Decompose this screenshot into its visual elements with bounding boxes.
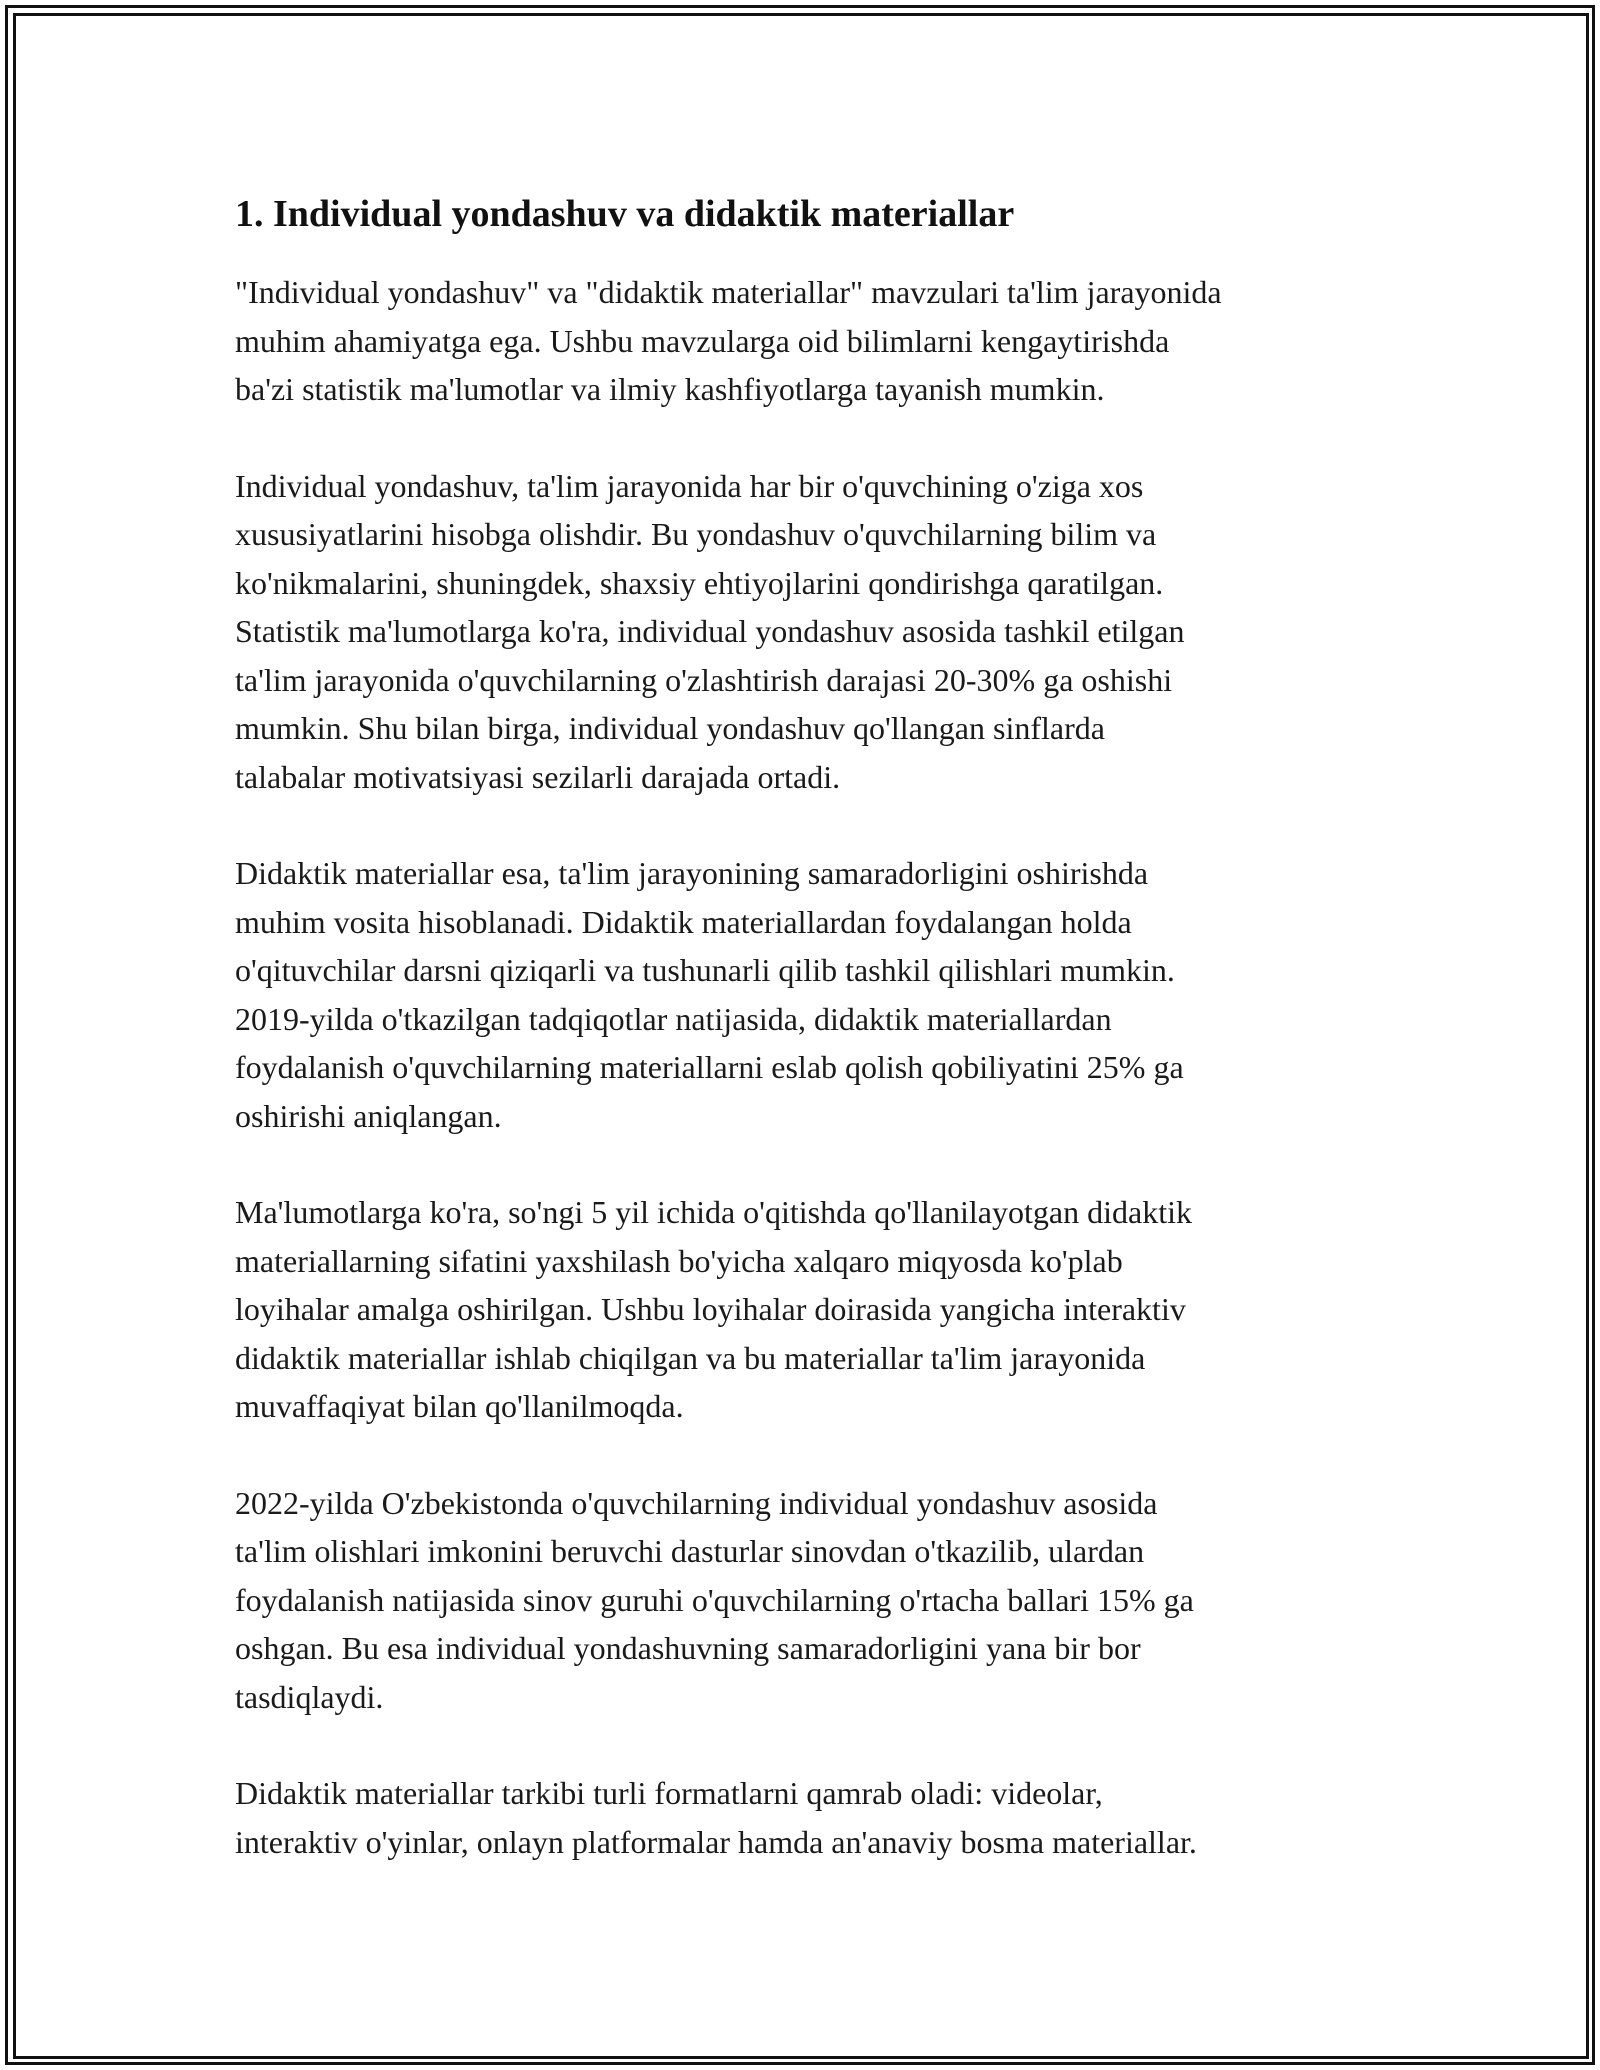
paragraph-line: talabalar motivatsiyasi sezilarli darajada ortadi.	[235, 758, 841, 795]
paragraph-line: Didaktik materiallar tarkibi turli formatlarni qamrab oladi: videolar,	[235, 1775, 1103, 1811]
paragraph-line: 2022-yilda O'zbekistonda o'quvchilarning individual yondashuv asosida	[235, 1484, 1158, 1521]
paragraph-line: oshirishi aniqlangan.	[235, 1097, 502, 1134]
paragraph-line: materiallarning sifatini yaxshilash bo'yicha xalqaro miqyosda ko'plab	[235, 1242, 1123, 1279]
paragraph-line: loyihalar amalga oshirilgan. Ushbu loyihalar doirasida yangicha interaktiv	[235, 1291, 1186, 1327]
paragraph-line: tasdiqlaydi.	[235, 1678, 384, 1715]
paragraph-line: Didaktik materiallar esa, ta'lim jarayonining samaradorligini oshirishda	[235, 855, 1149, 891]
paragraph	[235, 1769, 1385, 1866]
paragraph-line: Individual yondashuv, ta'lim jarayonida har bir o'quvchining o'ziga xos	[235, 467, 1144, 504]
paragraph-line: xususiyatlarini hisobga olishdir. Bu yondashuv o'quvchilarning bilim va	[235, 516, 1157, 552]
paragraph	[235, 1188, 1385, 1431]
paragraph-line: ko'nikmalarini, shuningdek, shaxsiy ehtiyojlarini qondirishga qaratilgan.	[235, 564, 1164, 601]
paragraph-line: ta'lim olishlari imkonini beruvchi dasturlar sinovdan o'tkazilib, ulardan	[235, 1533, 1145, 1569]
paragraph-line: interaktiv o'yinlar, onlayn platformalar hamda an'anaviy bosma materiallar.	[235, 1823, 1197, 1860]
paragraph-line: foydalanish o'quvchilarning materiallarni eslab qolish qobiliyatini 25% ga	[235, 1049, 1184, 1085]
paragraph-list	[235, 268, 1385, 1866]
paragraph	[235, 462, 1385, 802]
paragraph-line: muhim vosita hisoblanadi. Didaktik materiallardan foydalangan holda	[235, 903, 1132, 940]
paragraph-line: Ma'lumotlarga ko'ra, so'ngi 5 yil ichida o'qitishda qo'llanilayotgan didaktik	[235, 1194, 1192, 1230]
paragraph-line: oshgan. Bu esa individual yondashuvning samaradorligini yana bir bor	[235, 1630, 1141, 1666]
paragraph-line: 2019-yilda o'tkazilgan tadqiqotlar natijasida, didaktik materiallardan	[235, 1000, 1112, 1037]
paragraph-line: ta'lim jarayonida o'quvchilarning o'zlashtirish darajasi 20-30% ga oshishi	[235, 661, 1173, 698]
section-heading: 1. Individual yondashuv va didaktik materiallar	[235, 193, 1015, 235]
paragraph-line: Statistik ma'lumotlarga ko'ra, individual yondashuv asosida tashkil etilgan	[235, 613, 1185, 649]
paragraph-line: muhim ahamiyatga ega. Ushbu mavzularga oid bilimlarni kengaytirishda	[235, 322, 1170, 359]
paragraph	[235, 849, 1385, 1140]
paragraph-line: foydalanish natijasida sinov guruhi o'quvchilarning o'rtacha ballari 15% ga	[235, 1581, 1194, 1618]
paragraph-line: ba'zi statistik ma'lumotlar va ilmiy kashfiyotlarga tayanish mumkin.	[235, 371, 1105, 407]
paragraph-line: mumkin. Shu bilan birga, individual yondashuv qo'llangan sinflarda	[235, 710, 1105, 746]
paragraph-line: o'qituvchilar darsni qiziqarli va tushunarli qilib tashkil qilishlari mumkin.	[235, 952, 1175, 988]
paragraph	[235, 1479, 1385, 1722]
paragraph-line: didaktik materiallar ishlab chiqilgan va bu materiallar ta'lim jarayonida	[235, 1339, 1146, 1376]
paragraph-line: "Individual yondashuv" va "didaktik materiallar" mavzulari ta'lim jarayonida	[235, 274, 1222, 310]
paragraph	[235, 268, 1385, 414]
document-body	[235, 188, 1385, 1914]
paragraph-line: muvaffaqiyat bilan qo'llanilmoqda.	[235, 1388, 684, 1424]
